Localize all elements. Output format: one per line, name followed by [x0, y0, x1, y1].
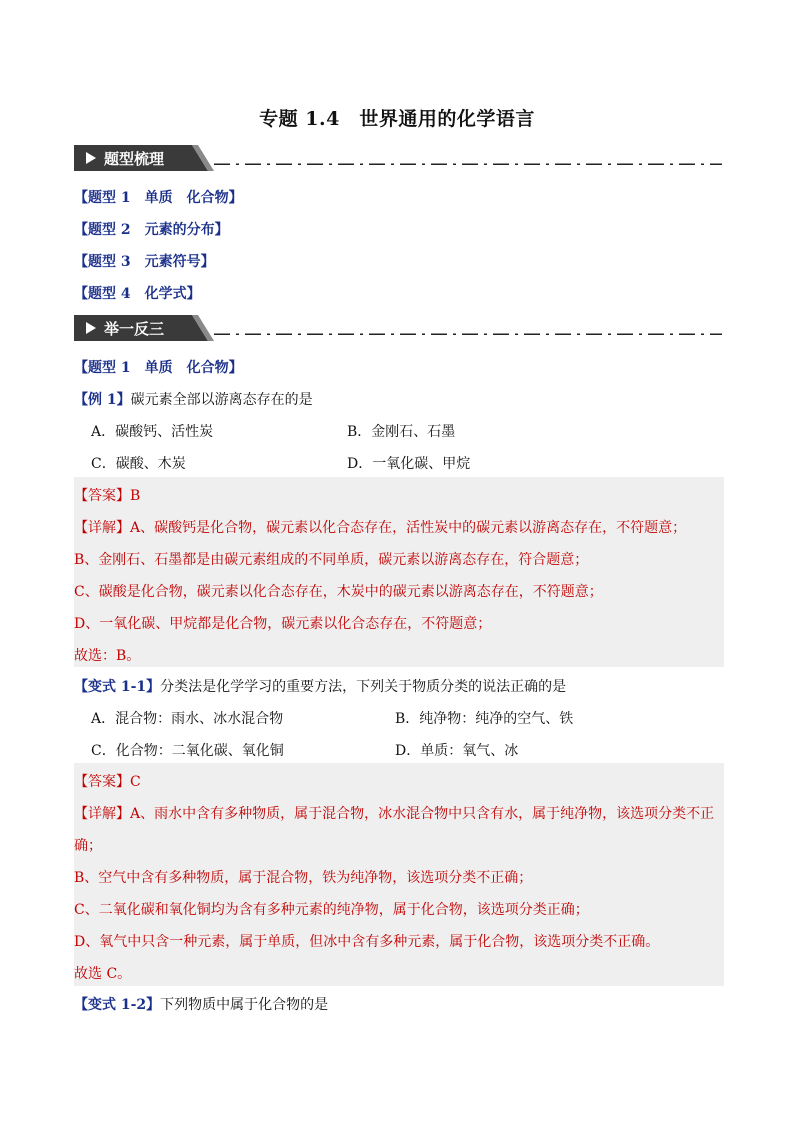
play-icon: [86, 322, 96, 334]
page-title: 专题 1.4 世界通用的化学语言: [259, 108, 535, 130]
question-example-1: [74, 389, 313, 409]
option-a: A．碳酸钙、活性炭: [91, 424, 214, 440]
detail-line: 确；: [74, 838, 102, 854]
detail-line: D、一氧化碳、甲烷都是化合物，碳元素以化合态存在，不符题意；: [74, 616, 492, 632]
option-c: C．碳酸、木炭: [91, 456, 186, 472]
question-variant-1-1: [74, 676, 566, 696]
question-text: 分类法是化学学习的重要方法，下列关于物质分类的说法正确的是: [160, 679, 567, 695]
section-title: 题型梳理: [104, 150, 165, 168]
dash-dot-divider: [214, 333, 722, 335]
detail-line: D、氧气中只含一种元素，属于单质，但冰中含有多种元素，属于化合物，该选项分类不正确。: [74, 934, 660, 950]
play-icon: [86, 152, 96, 164]
detail-line: 【详解】A、碳酸钙是化合物，碳元素以化合态存在，活性炭中的碳元素以游离态存在，不符题意；: [74, 520, 687, 536]
detail-line: C、二氧化碳和氧化铜均为含有多种元素的纯净物，属于化合物，该选项分类正确；: [74, 902, 589, 918]
question-tag: 【例 1】: [74, 392, 131, 408]
answer-text: 【答案】C: [74, 774, 141, 790]
question-text: 下列物质中属于化合物的是: [160, 997, 329, 1013]
option-d: D．单质：氧气、冰: [395, 743, 519, 759]
toc-item: 【题型 4 化学式】: [74, 286, 201, 302]
section-tab: [74, 315, 208, 341]
question-tag: 【变式 1-1】: [74, 679, 161, 695]
detail-line: 故选 C。: [74, 966, 132, 982]
option-d: D．一氧化碳、甲烷: [347, 456, 471, 472]
option-a: A．混合物：雨水、冰水混合物: [91, 711, 284, 727]
option-b: B．纯净物：纯净的空气、铁: [395, 711, 574, 727]
detail-line: 故选：B。: [74, 648, 141, 664]
detail-line: B、金刚石、石墨都是由碳元素组成的不同单质，碳元素以游离态存在，符合题意；: [74, 552, 589, 568]
question-tag: 【变式 1-2】: [74, 997, 161, 1013]
answer-box-variant-1-1: [74, 763, 724, 986]
section-title: 举一反三: [104, 320, 165, 338]
answer-text: 【答案】B: [74, 488, 141, 504]
option-c: C．化合物：二氧化碳、氧化铜: [91, 743, 284, 759]
detail-line: B、空气中含有多种物质，属于混合物，铁为纯净物，该选项分类不正确；: [74, 870, 533, 886]
detail-line: 【详解】A、雨水中含有多种物质，属于混合物，冰水混合物中只含有水，属于纯净物，该选项分类不正: [74, 806, 715, 822]
toc-item: 【题型 2 元素的分布】: [74, 222, 229, 238]
dash-dot-divider: [214, 163, 722, 165]
section-header-summary: [74, 145, 722, 171]
toc-item: 【题型 3 元素符号】: [74, 254, 215, 270]
question-variant-1-2: [74, 994, 328, 1014]
option-b: B．金刚石、石墨: [347, 424, 456, 440]
section-tab: [74, 145, 208, 171]
answer-box-example-1: [74, 477, 724, 667]
detail-line: C、碳酸是化合物，碳元素以化合态存在，木炭中的碳元素以游离态存在，不符题意；: [74, 584, 603, 600]
topic-heading: 【题型 1 单质 化合物】: [74, 360, 243, 376]
section-header-practice: [74, 315, 722, 341]
question-text: 碳元素全部以游离态存在的是: [130, 392, 313, 408]
toc-item: 【题型 1 单质 化合物】: [74, 190, 243, 206]
